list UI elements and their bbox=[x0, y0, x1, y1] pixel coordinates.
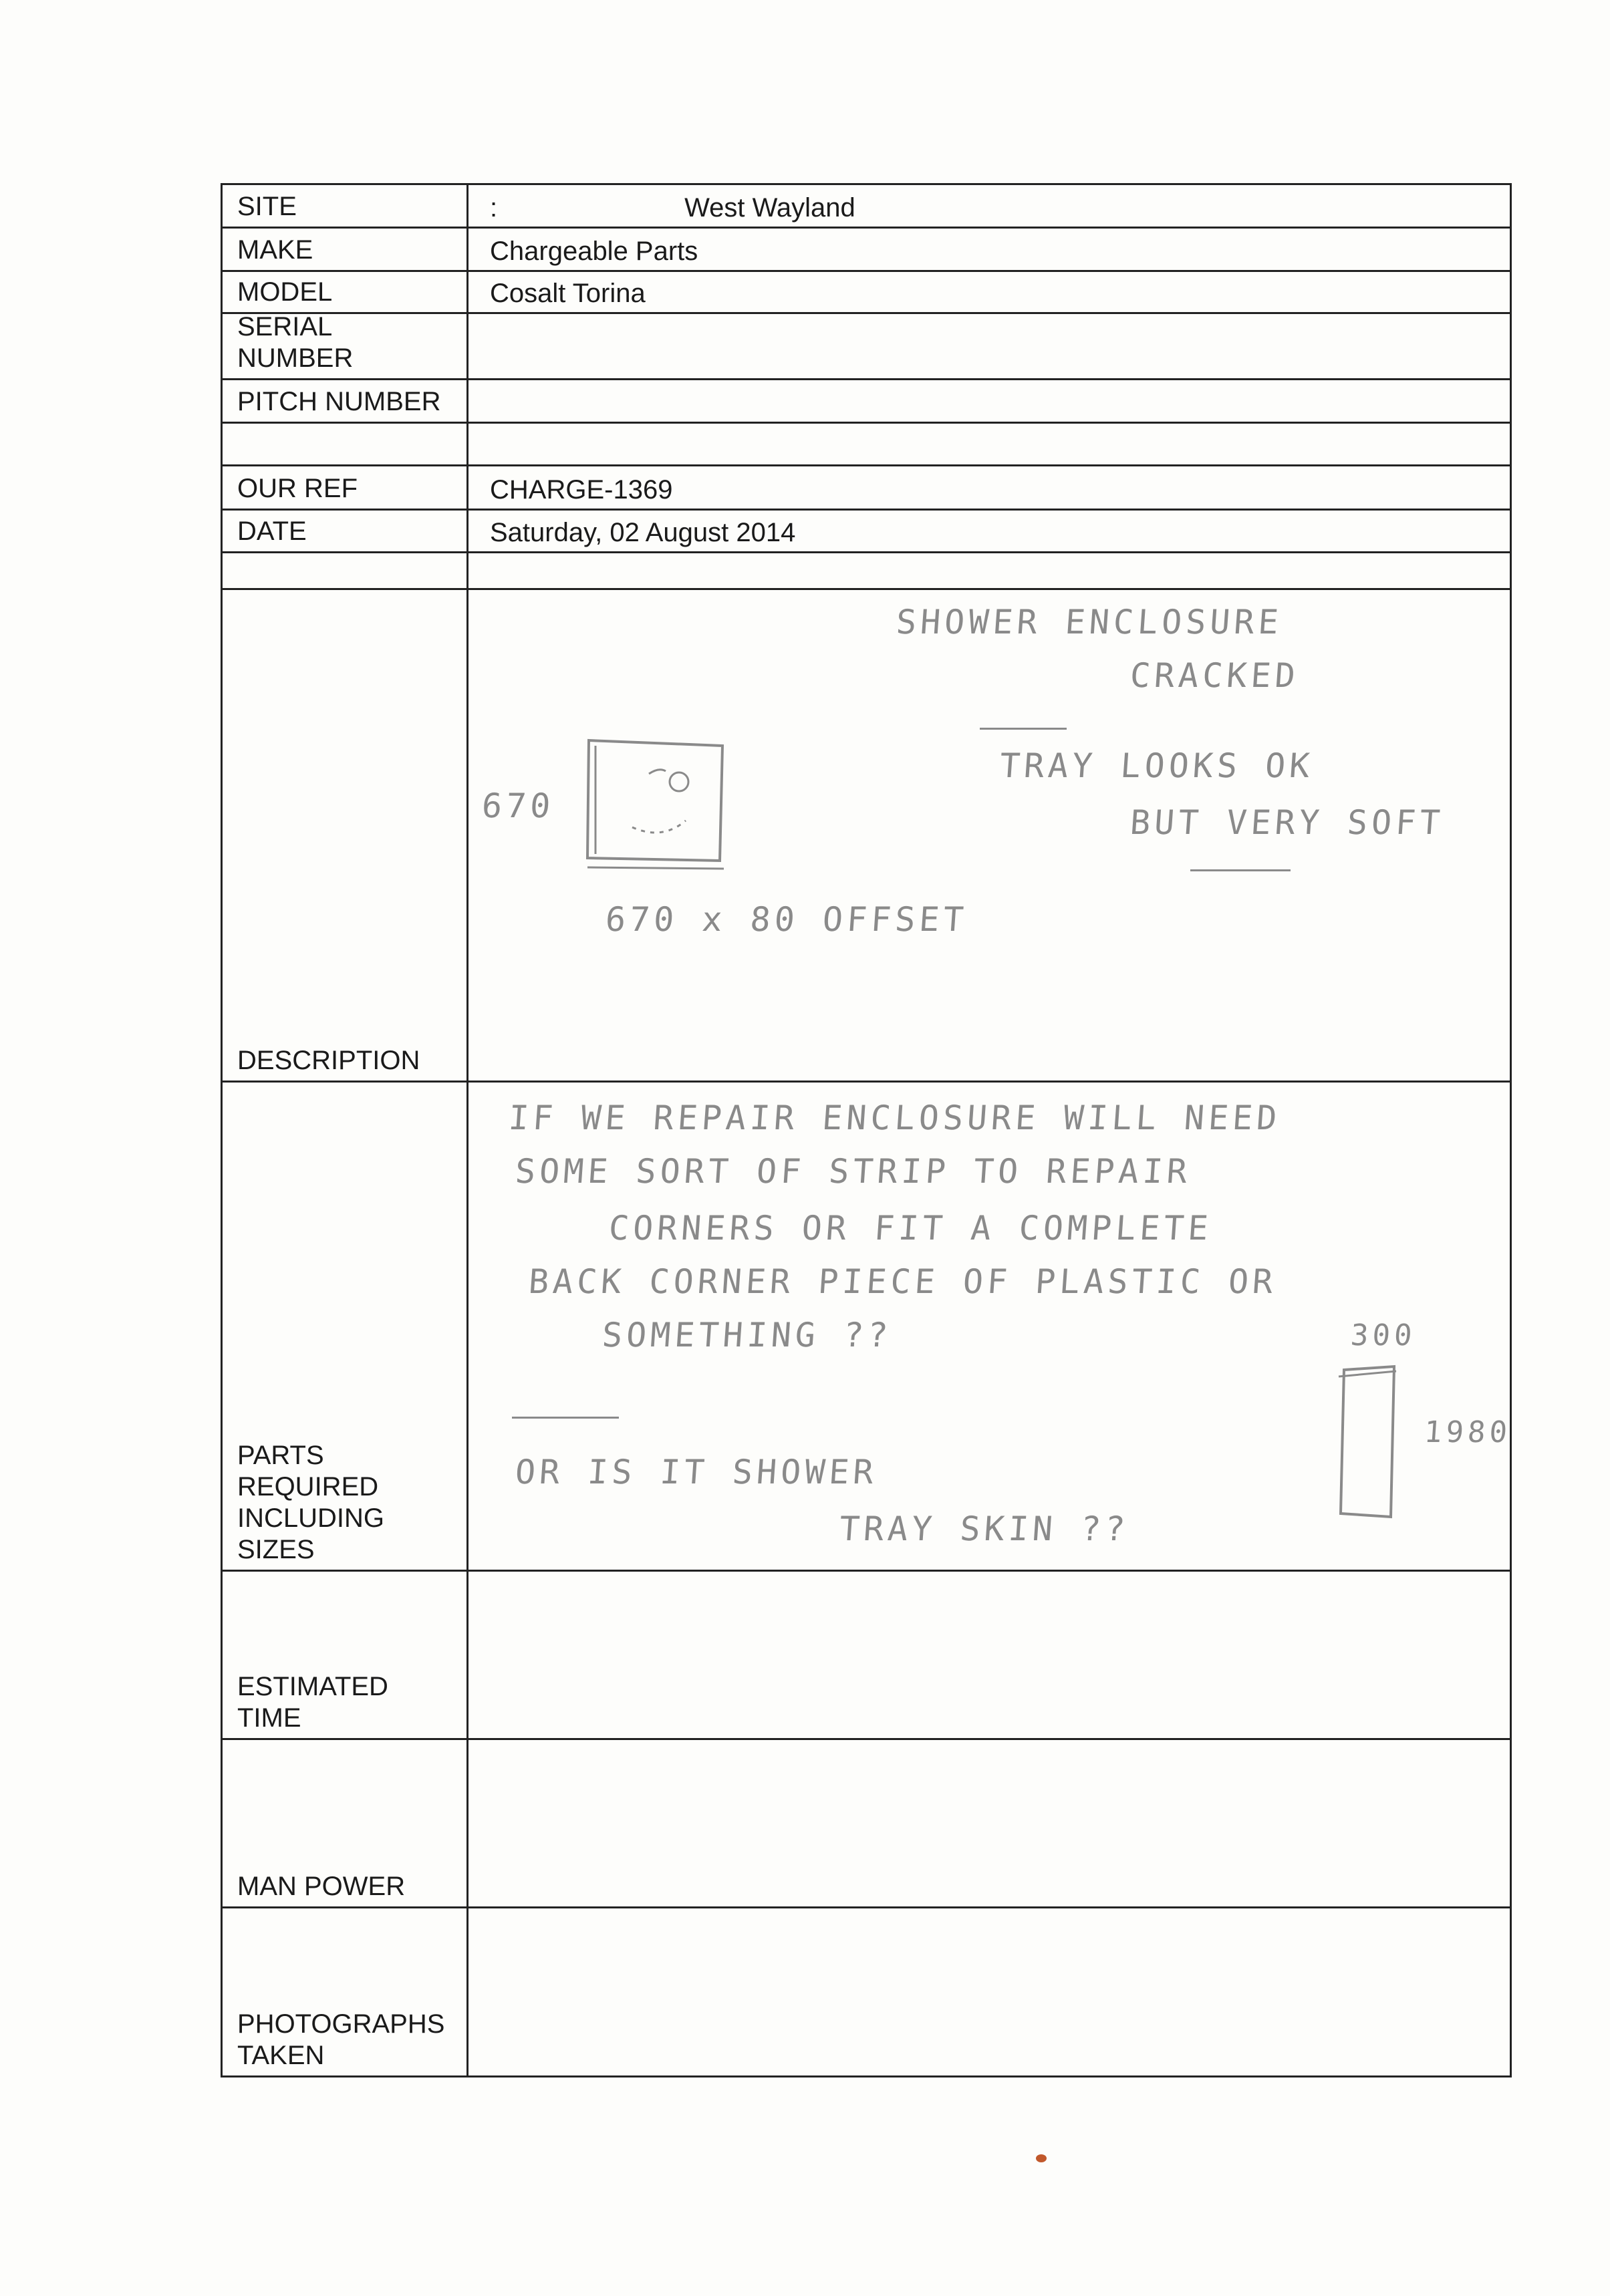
time-row bbox=[223, 1572, 1510, 1740]
parts-dim-top: 300 bbox=[1349, 1318, 1418, 1352]
photos-row bbox=[223, 1908, 1510, 2075]
description-row bbox=[223, 590, 1510, 1083]
time-label: ESTIMATED TIME bbox=[223, 1572, 468, 1738]
enclosure-sketch-icon bbox=[1331, 1363, 1411, 1524]
date-label: DATE bbox=[223, 511, 468, 551]
photos-value bbox=[468, 1908, 1510, 2075]
desc-dim-side: 670 bbox=[481, 786, 556, 825]
parts-hand-line-7: TRAY SKIN ?? bbox=[838, 1510, 1131, 1548]
parts-hand-line-4: BACK CORNER PIECE OF PLASTIC OR bbox=[527, 1262, 1279, 1301]
time-value bbox=[468, 1572, 1510, 1738]
date-row bbox=[223, 511, 1510, 553]
pitch-value bbox=[468, 380, 1510, 422]
desc-pencil-dash-1 bbox=[980, 728, 1067, 730]
serial-row bbox=[223, 314, 1510, 380]
blank-value-2 bbox=[468, 553, 1510, 588]
desc-hand-line-4: BUT VERY SOFT bbox=[1129, 803, 1446, 842]
tray-sketch-icon bbox=[569, 727, 729, 874]
site-value: West Wayland bbox=[684, 193, 855, 223]
model-row bbox=[223, 272, 1510, 314]
desc-dim-bottom: 670 x 80 OFFSET bbox=[604, 900, 969, 939]
serial-value bbox=[468, 314, 1510, 378]
site-row bbox=[223, 185, 1510, 229]
site-value-cell bbox=[468, 185, 1510, 227]
ourref-value: CHARGE-1369 bbox=[490, 475, 673, 505]
desc-hand-line-1: SHOWER ENCLOSURE bbox=[895, 603, 1284, 641]
pitch-label: PITCH NUMBER bbox=[223, 380, 468, 422]
photos-label: PHOTOGRAPHS TAKEN bbox=[223, 1908, 468, 2075]
parts-hand-line-3: CORNERS OR FIT A COMPLETE bbox=[608, 1209, 1214, 1248]
make-value: Chargeable Parts bbox=[490, 237, 698, 266]
manpower-row bbox=[223, 1740, 1510, 1908]
model-value: Cosalt Torina bbox=[490, 279, 646, 308]
parts-label: PARTS REQUIRED INCLUDING SIZES bbox=[223, 1083, 468, 1570]
blank-row bbox=[223, 424, 1510, 466]
parts-pencil-dash bbox=[512, 1417, 619, 1419]
pitch-row bbox=[223, 380, 1510, 424]
make-row bbox=[223, 229, 1510, 272]
desc-hand-line-2: CRACKED bbox=[1129, 656, 1301, 695]
inspection-form bbox=[221, 183, 1512, 2077]
paper-stain bbox=[1036, 2154, 1047, 2162]
ourref-row bbox=[223, 466, 1510, 511]
date-value: Saturday, 02 August 2014 bbox=[490, 518, 796, 547]
site-colon: : bbox=[490, 193, 498, 223]
parts-dim-side: 1980 bbox=[1423, 1415, 1512, 1449]
manpower-value bbox=[468, 1740, 1510, 1906]
blank-label-2 bbox=[223, 553, 468, 588]
manpower-label: MAN POWER bbox=[223, 1740, 468, 1906]
ourref-label: OUR REF bbox=[223, 466, 468, 509]
desc-hand-line-3: TRAY LOOKS OK bbox=[998, 746, 1315, 785]
parts-hand-line-1: IF WE REPAIR ENCLOSURE WILL NEED bbox=[507, 1099, 1283, 1137]
make-label: MAKE bbox=[223, 229, 468, 270]
description-cell bbox=[468, 590, 1510, 1081]
blank-row-2 bbox=[223, 553, 1510, 590]
parts-hand-line-5: SOMETHING ?? bbox=[601, 1316, 894, 1354]
description-label: DESCRIPTION bbox=[223, 590, 468, 1081]
model-label: MODEL bbox=[223, 272, 468, 312]
parts-hand-line-6: OR IS IT SHOWER bbox=[514, 1453, 879, 1491]
blank-label bbox=[223, 424, 468, 464]
parts-hand-line-2: SOME SORT OF STRIP TO REPAIR bbox=[514, 1152, 1192, 1191]
parts-cell bbox=[468, 1083, 1510, 1570]
serial-label: SERIAL NUMBER bbox=[223, 314, 468, 378]
site-label: SITE bbox=[223, 185, 468, 227]
parts-row bbox=[223, 1083, 1510, 1572]
blank-value bbox=[468, 424, 1510, 464]
desc-pencil-dash-2 bbox=[1190, 869, 1291, 871]
